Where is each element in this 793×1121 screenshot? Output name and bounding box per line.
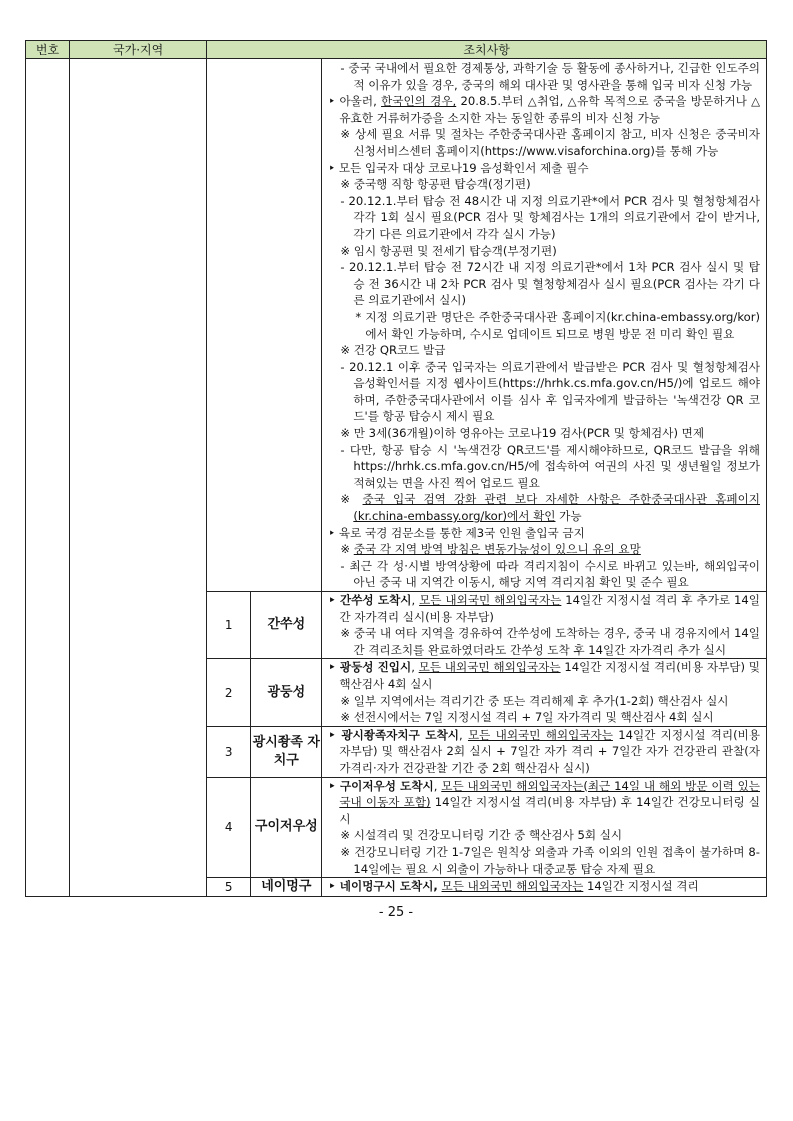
page-number: - 25 - xyxy=(378,905,414,921)
region-number: 2 xyxy=(207,659,251,726)
table-row-intro xyxy=(26,59,767,592)
region-number: 3 xyxy=(207,726,251,777)
line-bold-lead: ‣ 네이멍구시 도착시, xyxy=(328,879,438,894)
line-text: - 중국 국내에서 필요한 경제통상, 과학기술 등 활동에 종사하거나, 긴급한 인도주의적 이유가 있을 경우, 중국의 해외 대사관 및 영사관을 통해 입국 비자 신청 가능 xyxy=(340,61,760,92)
line-separator: , xyxy=(433,778,442,793)
line-text: - 20.12.1 이후 중국 입국자는 의료기관에서 발급받은 PCR 검사 및 혈청항체검사 음성확인서를 지정 웹사이트(https://hrhk.cs.mfa.gov.cn/H5/)에 업로드 해야 하며, 주한중국대사관에서 이를 심사 후 입국자에게 발급하는 '녹색건강 QR 코드'를 항공 탑승시 제시 필요 xyxy=(340,359,760,424)
line-prefix: ※ xyxy=(340,542,354,557)
measure-line xyxy=(328,541,760,558)
region-number: 4 xyxy=(207,777,251,878)
line-prefix: ‣ 아울러, xyxy=(328,94,382,109)
cell-no-empty xyxy=(26,59,70,897)
line-suffix: 14일간 지정시설 격리(비용 자부담) 후 14일간 건강모니터링 실시 xyxy=(339,795,760,826)
region-measures xyxy=(322,778,766,878)
document-page xyxy=(25,40,767,920)
line-underlined: 모든 내외국민 해외입국자는 xyxy=(441,879,584,894)
line-text: ※ 임시 항공편 및 전세기 탑승객(부정기편) xyxy=(340,243,557,258)
measure-line xyxy=(328,243,760,260)
line-underlined: 모든 내외국민 해외입국자는 xyxy=(467,727,613,742)
line-text: ‣ 모든 입국자 대상 코로나19 음성확인서 제출 필수 xyxy=(328,160,589,175)
region-measures-cell xyxy=(322,726,767,777)
line-text: ※ 건강모니터링 기간 1-7일은 원칙상 외출과 가족 이외의 인원 접촉이 불가하며 8-14일에는 필요 시 외출이 가능하나 대중교통 탑승 자제 필요 xyxy=(340,844,760,876)
measure-line xyxy=(328,93,760,126)
region-name: 네이멍구 xyxy=(251,878,322,897)
line-bold-lead: ‣ 광시좡족자치구 도착시 xyxy=(328,727,459,742)
measure-line xyxy=(328,709,760,726)
region-measures xyxy=(322,878,766,895)
measure-line xyxy=(328,309,760,342)
measure-line xyxy=(328,60,760,93)
line-suffix: 14일간 지정시설 격리(비용 자부담) 및 핵산검사 2회 실시 + 7일간 자가 격리 + 7일간 자가 건강관리 관찰(자가격리·자가 건강관찰 기간 중 2회 핵산검사 실시) xyxy=(339,727,761,775)
measure-line xyxy=(328,342,760,359)
cell-sub-empty xyxy=(207,59,322,592)
line-text: * 지정 의료기관 명단은 주한중국대사관 홈페이지(kr.china-embassy.org/kor)에서 확인 가능하며, 수시로 업데이트 되므로 병원 방문 전 미리 확인 필요 xyxy=(355,309,760,341)
header-no: 번호 xyxy=(26,41,70,59)
line-text: - 다만, 항공 탑승 시 '녹색건강 QR코드'를 제시해야하므로, QR코드 발급을 위해 https://hrhk.cs.mfa.gov.cn/H5/에 접속하여 여권의 사진 및 생년월일 정보가 적혀있는 면을 사진 찍어 업로드 필요 xyxy=(340,442,760,490)
measure-line xyxy=(328,878,760,895)
measure-line xyxy=(328,126,760,159)
measure-line xyxy=(328,592,760,625)
measure-line xyxy=(328,827,760,844)
measure-line xyxy=(328,778,760,828)
measures-table xyxy=(25,40,767,897)
line-underlined: 모든 내외국민 해외입국자는(최근 14일 내 해외 방문 이력 있는 국내 이동자 포함) xyxy=(339,778,760,810)
region-measures-cell xyxy=(322,592,767,659)
region-measures xyxy=(322,592,766,658)
region-number: 5 xyxy=(207,878,251,897)
measure-line xyxy=(328,259,760,309)
line-suffix: 14일간 지정시설 격리 후 추가로 14일간 자가격리 실시(비용 자부담) xyxy=(339,593,760,624)
line-underlined: 모든 내외국민 해외입국자는 xyxy=(419,593,562,607)
line-underlined: 중국 입국 검역 강화 관련 보다 자세한 사항은 주한중국대사관 홈페이지(kr.china-embassy.org/kor)에서 확인 xyxy=(353,492,760,524)
measure-line xyxy=(328,844,760,877)
line-bold-lead: ‣ 간쑤성 도착시 xyxy=(328,593,412,607)
region-name: 광시좡족 자치구 xyxy=(251,726,322,777)
measure-line xyxy=(328,625,760,658)
header-region: 국가·지역 xyxy=(70,41,207,59)
measure-line xyxy=(328,491,760,524)
measure-line xyxy=(328,359,760,425)
measure-line xyxy=(328,558,760,591)
line-text: - 최근 각 성·시별 방역상황에 따라 격리지침이 수시로 바뀌고 있는바, 해외입국이 아닌 중국 내 지역간 이동시, 해당 지역 격리지침 확인 및 준수 필요 xyxy=(340,558,760,590)
region-measures xyxy=(322,727,766,777)
line-text: - 20.12.1.부터 탑승 전 72시간 내 지정 의료기관*에서 1차 PCR 검사 실시 및 탑승 전 36시간 내 2차 PCR 검사 및 혈청항체검사 실시 필요(PCR 검사는 각기 다른 의료기관에서 실시) xyxy=(340,260,760,308)
region-name: 광둥성 xyxy=(251,659,322,726)
line-text: ※ 중국 내 여타 지역을 경유하여 간쑤성에 도착하는 경우, 중국 내 경유지에서 14일간 격리조치를 완료하였더라도 간쑤성 도착 후 14일간 자가격리 추가 실시 xyxy=(340,626,760,657)
line-suffix: 14일간 지정시설 격리 xyxy=(583,879,699,894)
line-text: ※ 상세 필요 서류 및 절차는 주한중국대사관 홈페이지 참고, 비자 신청은 중국비자신청서비스센터 홈페이지(https://www.visaforchina.org)를 통해 가능 xyxy=(340,127,760,158)
region-measures-cell xyxy=(322,878,767,897)
line-suffix: 20.8.5.부터 △취업, △유학 목적으로 중국을 방문하거나 △유효한 거류허가증을 소지한 자는 동일한 종류의 비자 신청 가능 xyxy=(339,94,760,125)
measure-line xyxy=(328,176,760,193)
line-underlined: 중국 각 지역 방역 방침은 변동가능성이 있으니 유의 요망 xyxy=(353,542,641,557)
measure-line xyxy=(328,160,760,177)
measure-line xyxy=(328,525,760,542)
line-text: ※ 일부 지역에서는 격리기간 중 또는 격리해제 후 추가(1-2회) 핵산검사 실시 xyxy=(340,693,729,708)
table-header-row xyxy=(26,41,767,59)
region-measures-cell xyxy=(322,777,767,878)
measure-line xyxy=(328,442,760,492)
line-underlined: 한국인의 경우, xyxy=(381,94,457,109)
measure-line xyxy=(328,193,760,243)
cell-region-empty xyxy=(70,59,207,897)
intro-content xyxy=(322,59,766,591)
header-measures: 조치사항 xyxy=(207,41,767,59)
line-text: ※ 건강 QR코드 발급 xyxy=(340,343,446,358)
line-bold-lead: ‣ 구이저우성 도착시 xyxy=(328,778,434,793)
intro-measures-cell xyxy=(322,59,767,592)
measure-line xyxy=(328,693,760,710)
region-name: 간쑤성 xyxy=(251,592,322,659)
region-measures xyxy=(322,659,766,725)
line-suffix: 가능 xyxy=(555,509,582,524)
line-text: ※ 중국행 직항 항공편 탑승객(정기편) xyxy=(340,177,531,192)
line-bold-lead: ‣ 광둥성 진입시 xyxy=(328,660,412,675)
line-text: - 20.12.1.부터 탑승 전 48시간 내 지정 의료기관*에서 PCR 검사 및 혈청항체검사 각각 1회 실시 필요(PCR 검사 및 항체검사는 1개의 의료기관에서 같이 받거나, 각기 다른 의료기관에서 각각 실시 가능) xyxy=(340,193,760,241)
region-number: 1 xyxy=(207,592,251,659)
region-measures-cell xyxy=(322,659,767,726)
line-separator: , xyxy=(411,593,420,607)
region-name: 구이저우성 xyxy=(251,777,322,878)
line-text: ※ 시설격리 및 건강모니터링 기간 중 핵산검사 5회 실시 xyxy=(340,828,623,843)
measure-line xyxy=(328,727,760,777)
line-text: ※ 선전시에서는 7일 지정시설 격리 + 7일 자가격리 및 핵산검사 4회 실시 xyxy=(340,710,714,725)
line-text: ※ 만 3세(36개월)이하 영유아는 코로나19 검사(PCR 및 항체검사) 면제 xyxy=(340,426,705,441)
line-text: ‣ 육로 국경 검문소를 통한 제3국 인원 출입국 금지 xyxy=(328,525,585,540)
measure-line xyxy=(328,659,760,692)
measure-line xyxy=(328,425,760,442)
line-separator: , xyxy=(411,660,419,675)
line-suffix: 14일간 지정시설 격리(비용 자부담) 및 핵산검사 4회 실시 xyxy=(339,660,760,691)
line-prefix: ※ xyxy=(340,492,363,507)
line-underlined: 모든 내외국민 해외입국자는 xyxy=(418,660,561,675)
line-separator: , xyxy=(459,727,468,742)
